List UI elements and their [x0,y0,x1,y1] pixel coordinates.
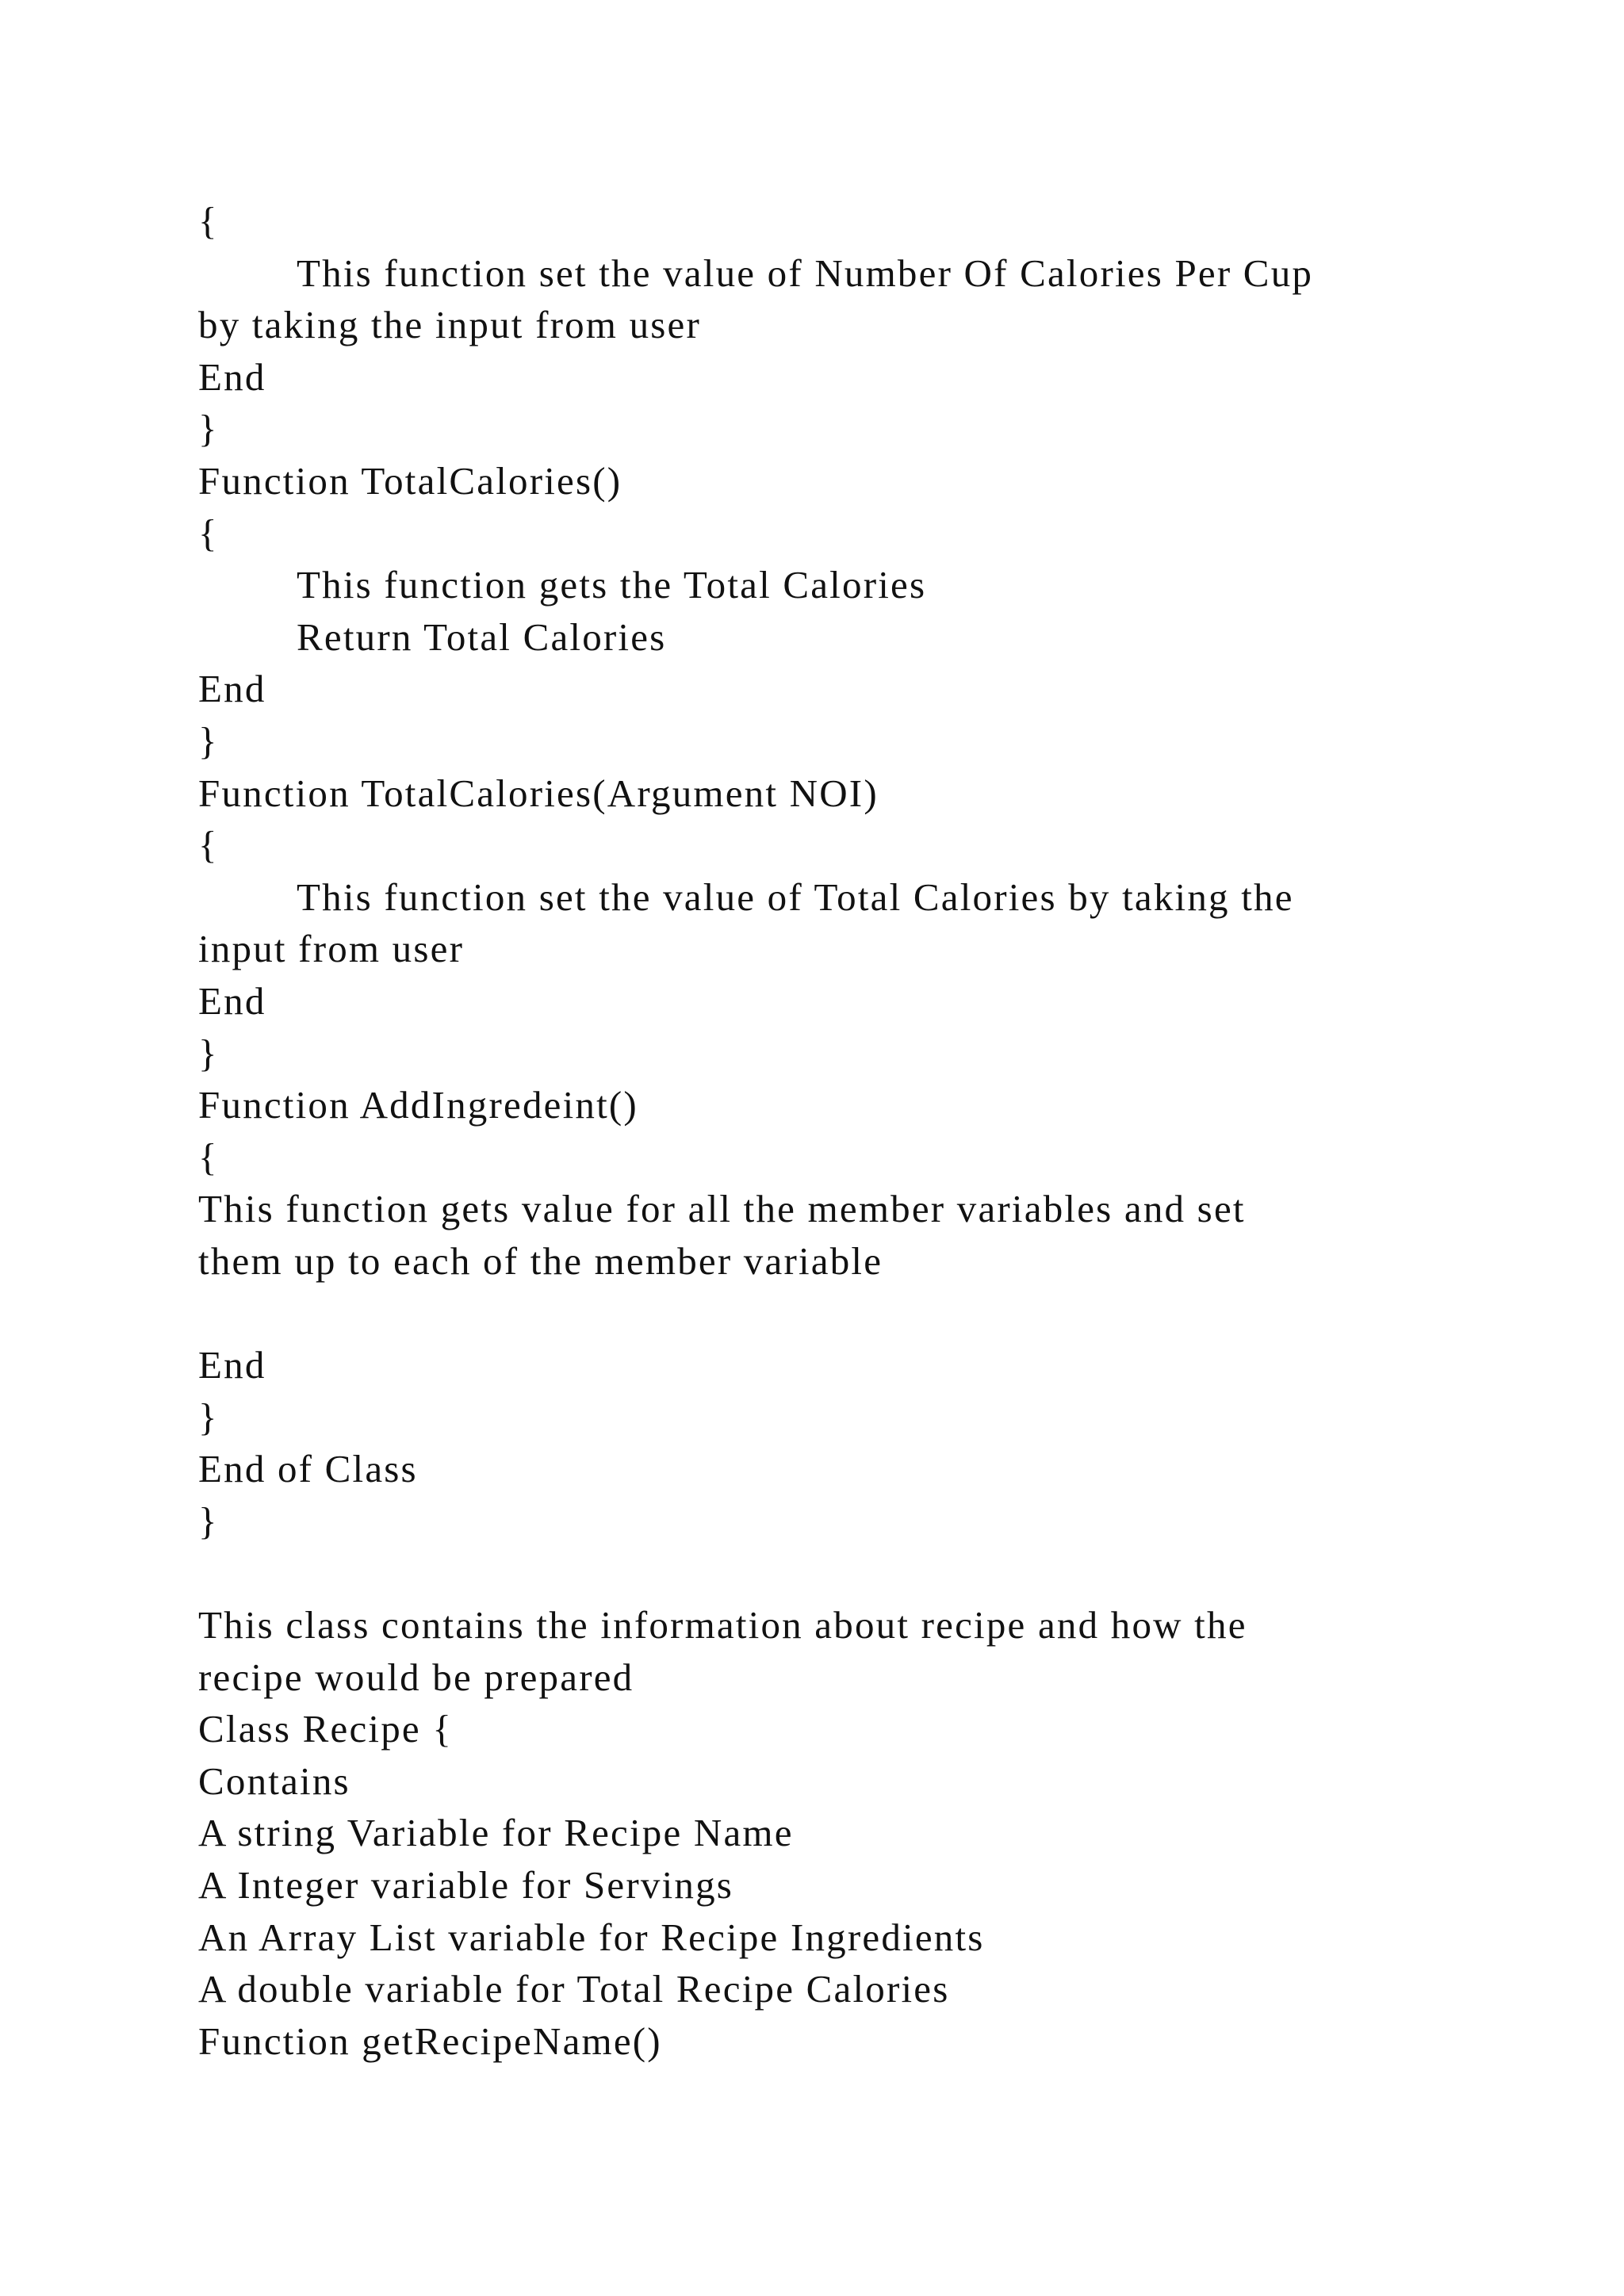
text-line: End [198,667,266,711]
text-line: End [198,1343,266,1387]
pseudocode-text [198,195,1483,2067]
text-line: them up to each of the member variable [198,1238,883,1283]
text-line: { [198,511,219,555]
text-line: Class Recipe { [198,1707,454,1751]
text-line: This function set the value of Number Of Calories Per Cup [297,251,1314,295]
text-line: { [198,199,219,243]
blank-line [198,1287,1483,1339]
text-line: } [198,1395,219,1439]
text-line: input from user [198,927,465,971]
text-line: End [198,354,266,399]
text-line: A double variable for Total Recipe Calories [198,1967,950,2011]
text-line: Function AddIngredeint() [198,1083,638,1127]
text-line: } [198,1498,219,1543]
text-line: This function gets value for all the member variables and set [198,1187,1246,1231]
text-line: End of Class [198,1447,418,1491]
text-line: Function TotalCalories() [198,458,622,503]
text-line: A string Variable for Recipe Name [198,1811,794,1855]
text-line: This class contains the information about recipe and how the [198,1603,1247,1647]
text-line: { [198,1135,219,1179]
text-line: This function gets the Total Calories [297,563,927,607]
text-line: { [198,823,219,867]
text-line: } [198,718,219,763]
text-line: by taking the input from user [198,303,701,347]
text-line: A Integer variable for Servings [198,1863,734,1907]
text-line: recipe would be prepared [198,1655,634,1699]
text-line: Function TotalCalories(Argument NOI) [198,771,879,815]
blank-line [198,1547,1483,1599]
text-line: Contains [198,1758,350,1803]
text-line: } [198,407,219,451]
text-line: End [198,978,266,1023]
text-line: An Array List variable for Recipe Ingredients [198,1915,985,1959]
text-line: Return Total Calories [297,614,667,659]
text-line: Function getRecipeName() [198,2019,662,2063]
text-line: } [198,1031,219,1075]
text-line: This function set the value of Total Calories by taking the [297,874,1294,919]
